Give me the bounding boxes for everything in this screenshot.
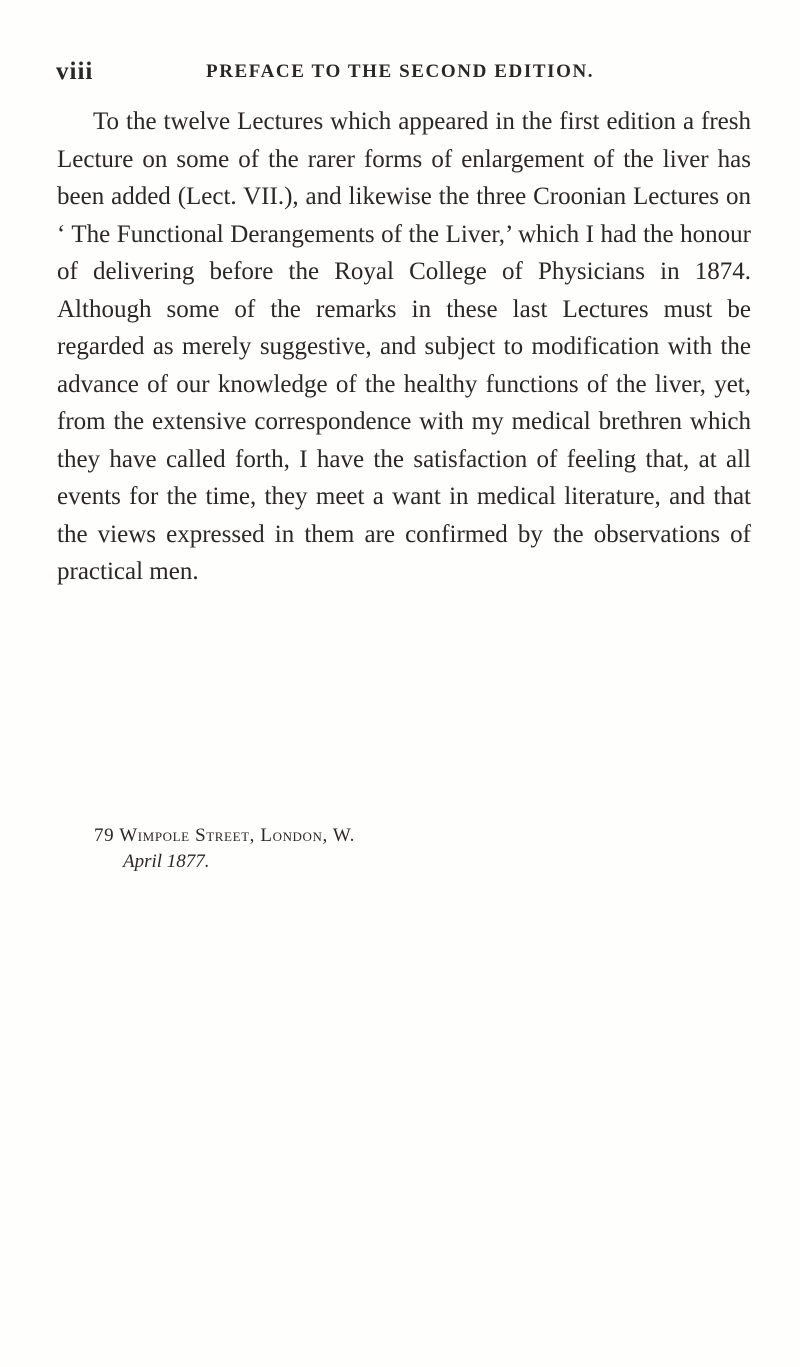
running-head <box>56 55 746 89</box>
sign-off-date: April 1877. <box>123 851 210 872</box>
page-number: viii <box>56 58 94 85</box>
running-head-title: PREFACE TO THE SECOND EDITION. <box>206 61 595 82</box>
sign-off <box>94 823 694 875</box>
sign-off-address: 79 Wimpole Street, London, W. <box>94 825 356 846</box>
preface-paragraph: To the twelve Lectures which appeared in the first edition a fresh Lecture on some of the rarer forms of enlargement of the liver has been added (Lect. VII.), and likewise the three Croonian Lectures on ‘ The Functional Derangements of the Liver,’ which I had the honour of delivering before the Royal College of Physicians in 1874. Although some of the remarks in these last Lectures must be regarded as merely suggestive, and subject to modification with the advance of our knowledge of the healthy functions of the liver, yet, from the extensive correspondence with my medical brethren which they have called forth, I have the satisfaction of feeling that, at all events for the time, they meet a want in medical literature, and that the views expressed in them are confirmed by the observations of practical men. <box>57 108 751 585</box>
